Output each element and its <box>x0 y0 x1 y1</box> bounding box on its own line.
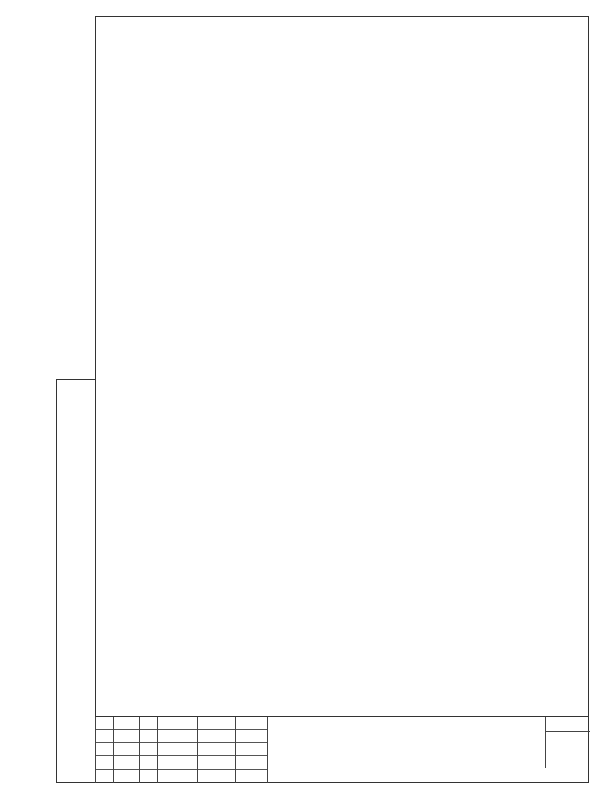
sheet-box <box>545 717 590 768</box>
page-frame <box>95 16 589 783</box>
title-block <box>95 716 589 783</box>
side-stamp-column <box>56 379 95 783</box>
